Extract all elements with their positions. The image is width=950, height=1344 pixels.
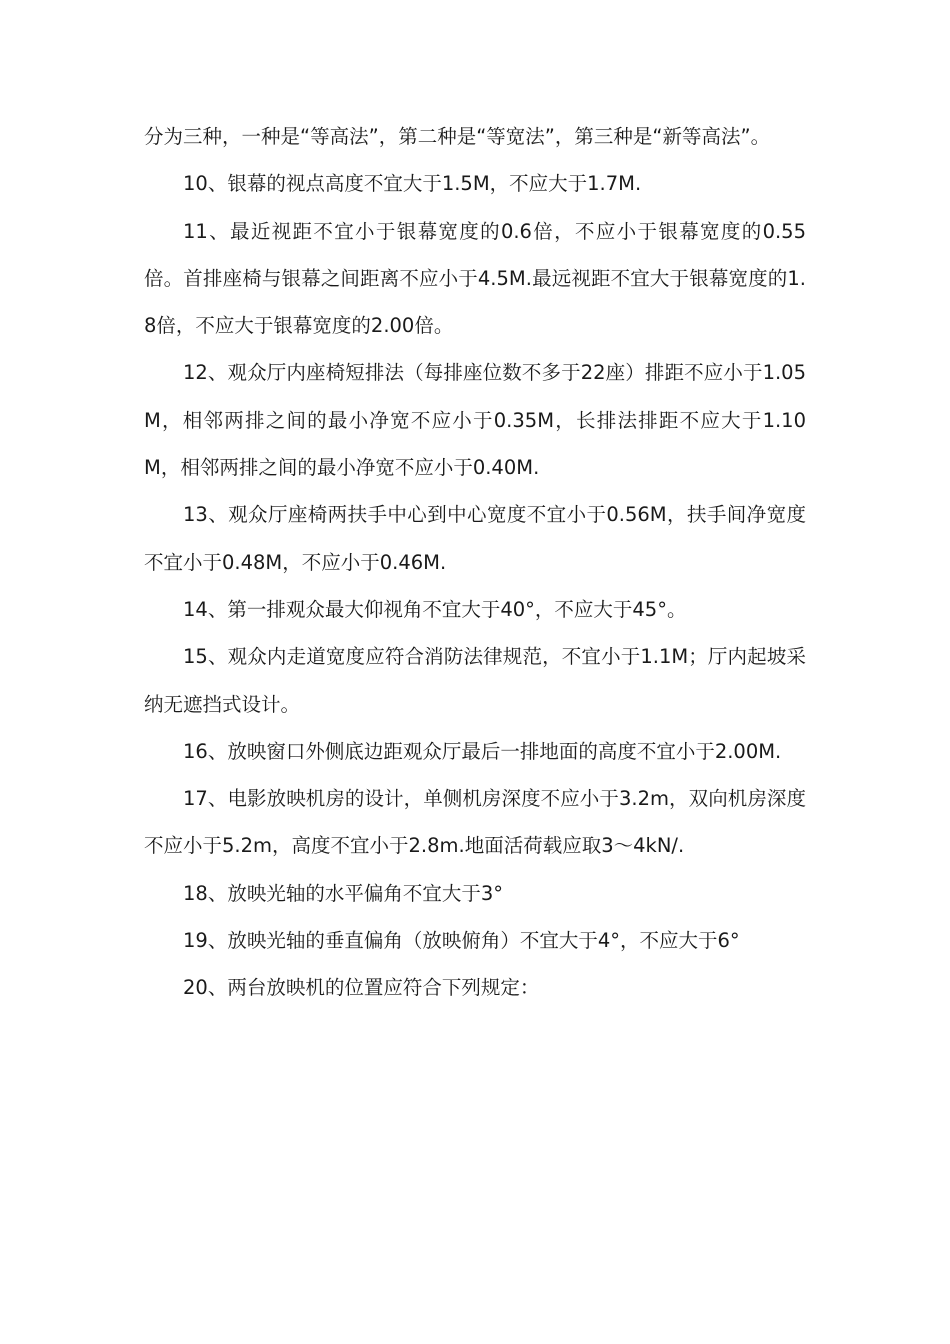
paragraph-item-15: 15、观众内走道宽度应符合消防法律规范，不宜小于1.1M；厅内起坡采纳无遮挡式设计。 [144, 645, 806, 716]
paragraph-item-12: 12、观众厅内座椅短排法（每排座位数不多于22座）排距不应小于1.05M，相邻两排之间的最小净宽不应小于0.35M，长排法排距不应大于1.10M，相邻两排之间的最小净宽不应小于0.40M. [144, 361, 806, 480]
paragraph-item-14: 14、第一排观众最大仰视角不宜大于40°，不应大于45°。 [183, 597, 687, 621]
paragraph-item-19: 19、放映光轴的垂直偏角（放映俯角）不宜大于4°，不应大于6° [183, 929, 740, 953]
paragraph-item-17: 17、电影放映机房的设计，单侧机房深度不应小于3.2m，双向机房深度不应小于5.2m，高度不宜小于2.8m.地面活荷载应取3～4kN/. [144, 787, 806, 858]
paragraph-item-18: 18、放映光轴的水平偏角不宜大于3° [183, 881, 503, 905]
paragraph-item-11: 11、最近视距不宜小于银幕宽度的0.6倍，不应小于银幕宽度的0.55倍。首排座椅与银幕之间距离不应小于4.5M.最远视距不宜大于银幕宽度的1.8倍，不应大于银幕宽度的2.00倍。 [144, 219, 806, 338]
paragraph-intro: 分为三种，一种是“等高法”，第二种是“等宽法”，第三种是“新等高法”。 [144, 125, 771, 148]
paragraph-item-10: 10、银幕的视点高度不宜大于1.5M，不应大于1.7M. [183, 172, 642, 196]
paragraph-item-16: 16、放映窗口外侧底边距观众厅最后一排地面的高度不宜小于2.00M. [183, 739, 782, 763]
paragraph-item-13: 13、观众厅座椅两扶手中心到中心宽度不宜小于0.56M，扶手间净宽度不宜小于0.48M，不应小于0.46M. [144, 503, 806, 574]
document-body [144, 113, 806, 1012]
paragraph-item-20: 20、两台放映机的位置应符合下列规定： [183, 976, 540, 1000]
